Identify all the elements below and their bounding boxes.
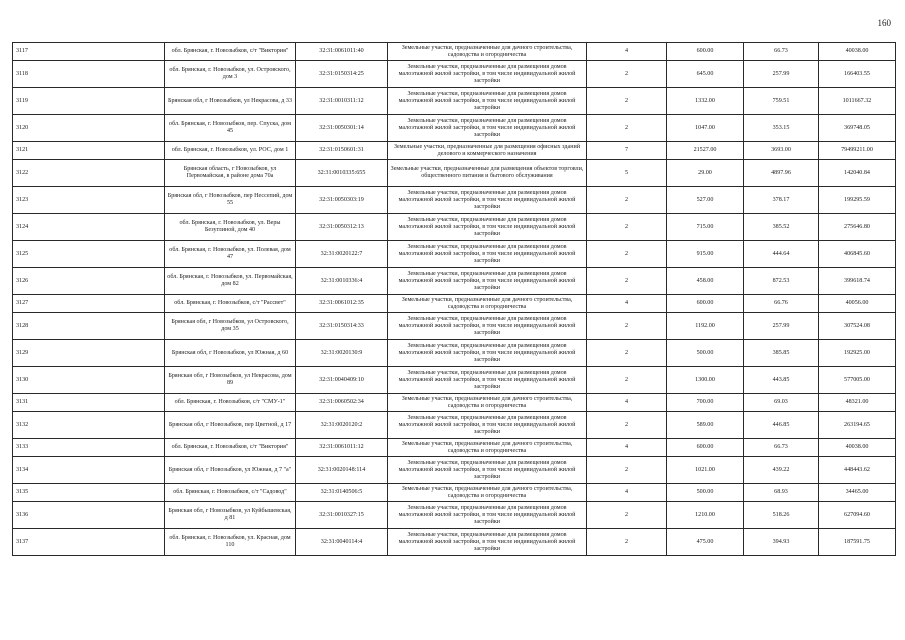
cadastral-number-cell: 32:31:0020122:7 xyxy=(296,241,388,268)
table-row xyxy=(13,457,896,484)
group-code-cell: 2 xyxy=(587,457,667,484)
cadastral-number-cell: 32:31:0010336:4 xyxy=(296,268,388,295)
table-row xyxy=(13,412,896,439)
cadastral-number-cell: 32:31:0010335:655 xyxy=(296,160,388,187)
table-row xyxy=(13,160,896,187)
cadastral-number-cell: 32:31:0150314:33 xyxy=(296,313,388,340)
address-cell: Брянская область, г Новозыбков, ул Первомайская, в районе дома 70а xyxy=(165,160,296,187)
specific-value-cell: 66.73 xyxy=(744,439,819,457)
cadastral-value-cell: 369748.05 xyxy=(819,115,896,142)
address-cell: обл. Брянская, г. Новозыбков, ул. РОС, дом 1 xyxy=(165,142,296,160)
address-cell: Брянская обл, г Новозыбков, ул Островского, дом 35 xyxy=(165,313,296,340)
row-number: 3120 xyxy=(13,115,165,142)
specific-value-cell: 759.51 xyxy=(744,88,819,115)
area-cell: 915.00 xyxy=(667,241,744,268)
land-use-cell: Земельные участки, предназначенные для размещения объектов торговли, общественного питания и бытового обслуживания xyxy=(388,160,587,187)
cadastral-value-cell: 199295.59 xyxy=(819,187,896,214)
group-code-cell: 2 xyxy=(587,88,667,115)
address-cell: обл. Брянская, г. Новозыбков, ул. Красная, дом 110 xyxy=(165,529,296,556)
row-number: 3129 xyxy=(13,340,165,367)
row-number: 3121 xyxy=(13,142,165,160)
cadastral-value-cell: 406845.60 xyxy=(819,241,896,268)
row-number: 3123 xyxy=(13,187,165,214)
group-code-cell: 4 xyxy=(587,43,667,61)
address-cell: Брянская обл, г Новозыбков, пер Цветной, д 17 xyxy=(165,412,296,439)
address-cell: обл. Брянская, г. Новозыбков, ул. Веры Безуглиной, дом 40 xyxy=(165,214,296,241)
cadastral-value-cell: 79499211.00 xyxy=(819,142,896,160)
specific-value-cell: 69.03 xyxy=(744,394,819,412)
cadastral-value-cell: 40056.00 xyxy=(819,295,896,313)
land-use-cell: Земельные участки, предназначенные для размещения домов малоэтажной жилой застройки, в том числе индивидуальной жилой застройки xyxy=(388,187,587,214)
area-cell: 475.00 xyxy=(667,529,744,556)
group-code-cell: 2 xyxy=(587,340,667,367)
row-number: 3126 xyxy=(13,268,165,295)
cadastral-value-cell: 307524.08 xyxy=(819,313,896,340)
area-cell: 458.00 xyxy=(667,268,744,295)
table-row xyxy=(13,313,896,340)
area-cell: 715.00 xyxy=(667,214,744,241)
table-row xyxy=(13,295,896,313)
row-number: 3133 xyxy=(13,439,165,457)
cadastral-number-cell: 32:31:0010311:12 xyxy=(296,88,388,115)
cadastral-number-cell: 32:31:0061011:12 xyxy=(296,439,388,457)
cadastral-value-cell: 275646.80 xyxy=(819,214,896,241)
area-cell: 600.00 xyxy=(667,295,744,313)
address-cell: обл. Брянская, г. Новозыбков, с/т "СМУ-1" xyxy=(165,394,296,412)
row-number: 3124 xyxy=(13,214,165,241)
land-use-cell: Земельные участки, предназначенные для размещения домов малоэтажной жилой застройки, в том числе индивидуальной жилой застройки xyxy=(388,88,587,115)
land-use-cell: Земельные участки, предназначенные для размещения офисных зданий делового и коммерческого назначения xyxy=(388,142,587,160)
specific-value-cell: 4897.96 xyxy=(744,160,819,187)
table-row xyxy=(13,187,896,214)
address-cell: Брянская обл, г Новозыбков, ул Некрасова, дом 89 xyxy=(165,367,296,394)
specific-value-cell: 257.99 xyxy=(744,313,819,340)
area-cell: 29.00 xyxy=(667,160,744,187)
row-number: 3130 xyxy=(13,367,165,394)
land-use-cell: Земельные участки, предназначенные для размещения домов малоэтажной жилой застройки, в том числе индивидуальной жилой застройки xyxy=(388,412,587,439)
area-cell: 527.00 xyxy=(667,187,744,214)
group-code-cell: 2 xyxy=(587,367,667,394)
specific-value-cell: 444.64 xyxy=(744,241,819,268)
area-cell: 645.00 xyxy=(667,61,744,88)
address-cell: обл. Брянская, г. Новозыбков, с/т "Виктория" xyxy=(165,43,296,61)
cadastral-value-cell: 48321.00 xyxy=(819,394,896,412)
cadastral-number-cell: 32:31:0020120:2 xyxy=(296,412,388,439)
group-code-cell: 4 xyxy=(587,484,667,502)
group-code-cell: 7 xyxy=(587,142,667,160)
land-registry-table xyxy=(12,42,896,556)
group-code-cell: 2 xyxy=(587,268,667,295)
land-use-cell: Земельные участки, предназначенные для размещения домов малоэтажной жилой застройки, в том числе индивидуальной жилой застройки xyxy=(388,457,587,484)
group-code-cell: 4 xyxy=(587,295,667,313)
group-code-cell: 4 xyxy=(587,394,667,412)
registry-body xyxy=(13,43,896,556)
area-cell: 600.00 xyxy=(667,439,744,457)
area-cell: 21527.00 xyxy=(667,142,744,160)
table-row xyxy=(13,88,896,115)
area-cell: 1047.00 xyxy=(667,115,744,142)
cadastral-number-cell: 32:31:0061012:35 xyxy=(296,295,388,313)
table-row xyxy=(13,142,896,160)
group-code-cell: 2 xyxy=(587,61,667,88)
land-use-cell: Земельные участки, предназначенные для размещения домов малоэтажной жилой застройки, в том числе индивидуальной жилой застройки xyxy=(388,61,587,88)
row-number: 3136 xyxy=(13,502,165,529)
specific-value-cell: 872.53 xyxy=(744,268,819,295)
land-use-cell: Земельные участки, предназначенные для дачного строительства, садоводства и огородничества xyxy=(388,394,587,412)
group-code-cell: 2 xyxy=(587,115,667,142)
table-row xyxy=(13,268,896,295)
cadastral-value-cell: 448443.62 xyxy=(819,457,896,484)
cadastral-value-cell: 627094.60 xyxy=(819,502,896,529)
cadastral-value-cell: 1011667.32 xyxy=(819,88,896,115)
land-use-cell: Земельные участки, предназначенные для размещения домов малоэтажной жилой застройки, в том числе индивидуальной жилой застройки xyxy=(388,529,587,556)
area-cell: 1021.00 xyxy=(667,457,744,484)
group-code-cell: 4 xyxy=(587,439,667,457)
address-cell: обл. Брянская, г. Новозыбков, с/т "Виктория" xyxy=(165,439,296,457)
address-cell: Брянская обл, г Новозыбков, ул Куйбышевская, д 81 xyxy=(165,502,296,529)
row-number: 3132 xyxy=(13,412,165,439)
cadastral-value-cell: 399618.74 xyxy=(819,268,896,295)
area-cell: 1210.00 xyxy=(667,502,744,529)
cadastral-number-cell: 32:31:0040114:4 xyxy=(296,529,388,556)
area-cell: 1332.00 xyxy=(667,88,744,115)
cadastral-value-cell: 40038.00 xyxy=(819,43,896,61)
row-number: 3125 xyxy=(13,241,165,268)
specific-value-cell: 443.85 xyxy=(744,367,819,394)
specific-value-cell: 446.85 xyxy=(744,412,819,439)
group-code-cell: 2 xyxy=(587,313,667,340)
cadastral-number-cell: 32:31:0050301:14 xyxy=(296,115,388,142)
specific-value-cell: 378.17 xyxy=(744,187,819,214)
cadastral-value-cell: 40038.00 xyxy=(819,439,896,457)
row-number: 3134 xyxy=(13,457,165,484)
cadastral-value-cell: 34465.00 xyxy=(819,484,896,502)
address-cell: Брянская обл, г Новозыбков, ул Некрасова, д 33 xyxy=(165,88,296,115)
row-number: 3131 xyxy=(13,394,165,412)
table-row xyxy=(13,43,896,61)
group-code-cell: 2 xyxy=(587,502,667,529)
group-code-cell: 2 xyxy=(587,187,667,214)
specific-value-cell: 439.22 xyxy=(744,457,819,484)
cadastral-value-cell: 187591.75 xyxy=(819,529,896,556)
land-use-cell: Земельные участки, предназначенные для дачного строительства, садоводства и огородничества xyxy=(388,484,587,502)
land-use-cell: Земельные участки, предназначенные для размещения домов малоэтажной жилой застройки, в том числе индивидуальной жилой застройки xyxy=(388,367,587,394)
area-cell: 1192.00 xyxy=(667,313,744,340)
area-cell: 600.00 xyxy=(667,43,744,61)
page-number: 160 xyxy=(877,18,891,28)
cadastral-number-cell: 32:31:0140506:5 xyxy=(296,484,388,502)
cadastral-value-cell: 263194.65 xyxy=(819,412,896,439)
specific-value-cell: 385.52 xyxy=(744,214,819,241)
specific-value-cell: 3693.00 xyxy=(744,142,819,160)
table-row xyxy=(13,61,896,88)
row-number: 3119 xyxy=(13,88,165,115)
address-cell: Брянская обл, г Новозыбков, ул Южная, д 7 "а" xyxy=(165,457,296,484)
address-cell: обл. Брянская, г. Новозыбков, с/т "Рассвет" xyxy=(165,295,296,313)
address-cell: обл. Брянская, г. Новозыбков, ул. Первомайская, дом 82 xyxy=(165,268,296,295)
specific-value-cell: 518.26 xyxy=(744,502,819,529)
table-row xyxy=(13,502,896,529)
table-row xyxy=(13,367,896,394)
cadastral-number-cell: 32:31:0050303:19 xyxy=(296,187,388,214)
row-number: 3128 xyxy=(13,313,165,340)
land-use-cell: Земельные участки, предназначенные для размещения домов малоэтажной жилой застройки, в том числе индивидуальной жилой застройки xyxy=(388,340,587,367)
cadastral-value-cell: 192925.00 xyxy=(819,340,896,367)
table-row xyxy=(13,439,896,457)
cadastral-value-cell: 166403.55 xyxy=(819,61,896,88)
group-code-cell: 2 xyxy=(587,412,667,439)
table-row xyxy=(13,340,896,367)
specific-value-cell: 353.15 xyxy=(744,115,819,142)
land-use-cell: Земельные участки, предназначенные для дачного строительства, садоводства и огородничества xyxy=(388,439,587,457)
table-row xyxy=(13,484,896,502)
specific-value-cell: 66.73 xyxy=(744,43,819,61)
cadastral-number-cell: 32:31:0060502:34 xyxy=(296,394,388,412)
specific-value-cell: 394.93 xyxy=(744,529,819,556)
cadastral-value-cell: 577005.00 xyxy=(819,367,896,394)
row-number: 3127 xyxy=(13,295,165,313)
table-row xyxy=(13,241,896,268)
row-number: 3122 xyxy=(13,160,165,187)
address-cell: обл. Брянская, г. Новозыбков, пер. Спуска, дом 45 xyxy=(165,115,296,142)
group-code-cell: 5 xyxy=(587,160,667,187)
land-use-cell: Земельные участки, предназначенные для размещения домов малоэтажной жилой застройки, в том числе индивидуальной жилой застройки xyxy=(388,214,587,241)
cadastral-number-cell: 32:31:0050312:13 xyxy=(296,214,388,241)
land-use-cell: Земельные участки, предназначенные для размещения домов малоэтажной жилой застройки, в том числе индивидуальной жилой застройки xyxy=(388,115,587,142)
address-cell: Брянская обл, г Новозыбков, ул Южная, д 60 xyxy=(165,340,296,367)
cadastral-number-cell: 32:31:0020130:9 xyxy=(296,340,388,367)
area-cell: 589.00 xyxy=(667,412,744,439)
address-cell: Брянская обл, г Новозыбков, пер Нессепий, дом 55 xyxy=(165,187,296,214)
land-use-cell: Земельные участки, предназначенные для размещения домов малоэтажной жилой застройки, в том числе индивидуальной жилой застройки xyxy=(388,241,587,268)
specific-value-cell: 66.76 xyxy=(744,295,819,313)
area-cell: 700.00 xyxy=(667,394,744,412)
group-code-cell: 2 xyxy=(587,241,667,268)
cadastral-number-cell: 32:31:0010327:15 xyxy=(296,502,388,529)
address-cell: обл. Брянская, г. Новозыбков, с/т "Садовод" xyxy=(165,484,296,502)
table-row xyxy=(13,394,896,412)
area-cell: 500.00 xyxy=(667,484,744,502)
cadastral-value-cell: 142040.84 xyxy=(819,160,896,187)
area-cell: 500.00 xyxy=(667,340,744,367)
specific-value-cell: 385.85 xyxy=(744,340,819,367)
land-use-cell: Земельные участки, предназначенные для дачного строительства, садоводства и огородничества xyxy=(388,295,587,313)
land-use-cell: Земельные участки, предназначенные для размещения домов малоэтажной жилой застройки, в том числе индивидуальной жилой застройки xyxy=(388,313,587,340)
cadastral-number-cell: 32:31:0040409:10 xyxy=(296,367,388,394)
row-number: 3137 xyxy=(13,529,165,556)
cadastral-number-cell: 32:31:0020148:114 xyxy=(296,457,388,484)
area-cell: 1300.00 xyxy=(667,367,744,394)
row-number: 3135 xyxy=(13,484,165,502)
row-number: 3118 xyxy=(13,61,165,88)
table-row xyxy=(13,214,896,241)
row-number: 3117 xyxy=(13,43,165,61)
cadastral-number-cell: 32:31:0150601:31 xyxy=(296,142,388,160)
specific-value-cell: 257.99 xyxy=(744,61,819,88)
group-code-cell: 2 xyxy=(587,214,667,241)
land-use-cell: Земельные участки, предназначенные для размещения домов малоэтажной жилой застройки, в том числе индивидуальной жилой застройки xyxy=(388,502,587,529)
address-cell: обл. Брянская, г. Новозыбков, ул. Полевая, дом 47 xyxy=(165,241,296,268)
group-code-cell: 2 xyxy=(587,529,667,556)
land-use-cell: Земельные участки, предназначенные для размещения домов малоэтажной жилой застройки, в том числе индивидуальной жилой застройки xyxy=(388,268,587,295)
address-cell: обл. Брянская, г. Новозыбков, ул. Островского, дом 3 xyxy=(165,61,296,88)
table-row xyxy=(13,529,896,556)
specific-value-cell: 68.93 xyxy=(744,484,819,502)
land-use-cell: Земельные участки, предназначенные для дачного строительства, садоводства и огородничества xyxy=(388,43,587,61)
cadastral-number-cell: 32:31:0150314:25 xyxy=(296,61,388,88)
cadastral-number-cell: 32:31:0061011:40 xyxy=(296,43,388,61)
table-row xyxy=(13,115,896,142)
